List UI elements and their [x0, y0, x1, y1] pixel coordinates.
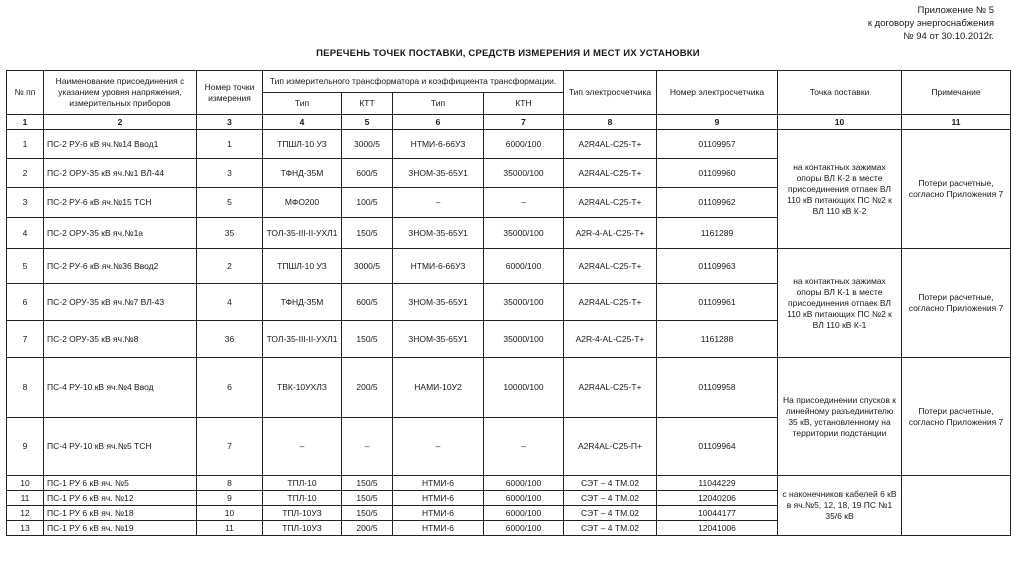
cell-num: 13: [7, 521, 44, 536]
cell-meter-type: А2R-4-AL-C25-T+: [564, 218, 657, 249]
cell-meter-num: 10044177: [657, 506, 778, 521]
cell-ktt: 150/5: [342, 491, 393, 506]
cell-point: 10: [197, 506, 263, 521]
cell-num: 6: [7, 284, 44, 321]
cell-tn-type: ЗНОМ-35-65У1: [393, 159, 484, 188]
cell-meter-num: 12041006: [657, 521, 778, 536]
cell-note: [902, 476, 1011, 536]
document-header: [868, 4, 994, 43]
cell-meter-num: 1161289: [657, 218, 778, 249]
cell-ktn: –: [484, 418, 564, 476]
cell-ktt: 150/5: [342, 321, 393, 358]
cell-tt-type: ТВК-10УХЛЗ: [263, 358, 342, 418]
cell-tt-type: ТПЛ-10УЗ: [263, 521, 342, 536]
col-number: 7: [484, 115, 564, 130]
cell-num: 2: [7, 159, 44, 188]
cell-meter-num: 01109964: [657, 418, 778, 476]
cell-tn-type: НТМИ-6: [393, 491, 484, 506]
cell-point: 8: [197, 476, 263, 491]
cell-ktn: 10000/100: [484, 358, 564, 418]
cell-note: Потери расчетные, согласно Приложения 7: [902, 249, 1011, 358]
cell-tt-type: ТПЛ-10УЗ: [263, 506, 342, 521]
col-number: 9: [657, 115, 778, 130]
cell-tn-type: НТМИ-6-66УЗ: [393, 249, 484, 284]
cell-ktn: 35000/100: [484, 159, 564, 188]
cell-note: Потери расчетные, согласно Приложения 7: [902, 130, 1011, 249]
cell-ktn: 6000/100: [484, 491, 564, 506]
cell-meter-type: СЭТ – 4 ТМ.02: [564, 491, 657, 506]
cell-num: 7: [7, 321, 44, 358]
cell-meter-num: 1161288: [657, 321, 778, 358]
cell-ktn: 6000/100: [484, 476, 564, 491]
cell-name: ПС-2 ОРУ-35 кВ яч.№1 ВЛ-44: [44, 159, 197, 188]
cell-delivery: На присоединении спусков к линейному разъединителю 35 кВ, установленному на территории подстанции: [778, 358, 902, 476]
col-number: 4: [263, 115, 342, 130]
cell-meter-type: А2R4AL-C25-П+: [564, 418, 657, 476]
cell-tn-type: НАМИ-10У2: [393, 358, 484, 418]
cell-num: 4: [7, 218, 44, 249]
cell-meter-num: 01109960: [657, 159, 778, 188]
cell-ktt: 200/5: [342, 521, 393, 536]
cell-ktn: 6000/100: [484, 249, 564, 284]
col-header-name: Наименование присоединения с указанием уровня напряжения, измерительных приборов: [44, 71, 197, 115]
cell-point: 3: [197, 159, 263, 188]
table-row: [7, 249, 1011, 284]
cell-ktn: 35000/100: [484, 284, 564, 321]
cell-point: 1: [197, 130, 263, 159]
col-header-ktn: КТН: [484, 93, 564, 115]
cell-meter-type: А2R4AL-C25-T+: [564, 284, 657, 321]
cell-tn-type: НТМИ-6: [393, 521, 484, 536]
cell-tt-type: ТФНД-35М: [263, 159, 342, 188]
col-number: 8: [564, 115, 657, 130]
table-row: [7, 130, 1011, 159]
cell-tt-type: ТОЛ-35-III-II-УХЛ1: [263, 321, 342, 358]
cell-name: ПС-2 РУ-6 кВ яч.№15 ТСН: [44, 188, 197, 218]
cell-num: 10: [7, 476, 44, 491]
col-number: 1: [7, 115, 44, 130]
cell-tn-type: –: [393, 188, 484, 218]
contract-label: к договору энергоснабжения: [867, 18, 994, 29]
cell-point: 2: [197, 249, 263, 284]
cell-name: ПС-1 РУ 6 кВ яч. №5: [44, 476, 197, 491]
cell-ktn: 6000/100: [484, 130, 564, 159]
col-header-tn-type: Тип: [393, 93, 484, 115]
cell-name: ПС-1 РУ 6 кВ яч. №19: [44, 521, 197, 536]
cell-meter-num: 01109962: [657, 188, 778, 218]
cell-meter-type: А2R4AL-C25-T+: [564, 130, 657, 159]
cell-name: ПС-2 РУ-6 кВ яч.№14 Ввод1: [44, 130, 197, 159]
cell-tn-type: ЗНОМ-35-65У1: [393, 218, 484, 249]
col-number: 2: [44, 115, 197, 130]
cell-ktt: 600/5: [342, 159, 393, 188]
cell-name: ПС-4 РУ-10 кВ яч.№5 ТСН: [44, 418, 197, 476]
col-header-tt-type: Тип: [263, 93, 342, 115]
cell-point: 6: [197, 358, 263, 418]
col-number: 5: [342, 115, 393, 130]
col-header-note: Примечание: [902, 71, 1011, 115]
cell-ktn: 35000/100: [484, 321, 564, 358]
cell-ktt: 600/5: [342, 284, 393, 321]
cell-meter-type: А2R4AL-C25-T+: [564, 249, 657, 284]
cell-tt-type: ТПЛ-10: [263, 476, 342, 491]
cell-tn-type: НТМИ-6: [393, 476, 484, 491]
page-title: ПЕРЕЧЕНЬ ТОЧЕК ПОСТАВКИ, СРЕДСТВ ИЗМЕРЕНИЯ И МЕСТ ИХ УСТАНОВКИ: [316, 48, 700, 59]
cell-meter-num: 01109958: [657, 358, 778, 418]
cell-num: 12: [7, 506, 44, 521]
table-row: [7, 476, 1011, 491]
cell-ktt: 3000/5: [342, 130, 393, 159]
col-number: 11: [902, 115, 1011, 130]
column-numbers-row: [7, 115, 1011, 130]
col-header-num: № пп: [7, 71, 44, 115]
col-number: 10: [778, 115, 902, 130]
cell-point: 7: [197, 418, 263, 476]
col-number: 3: [197, 115, 263, 130]
cell-num: 3: [7, 188, 44, 218]
cell-ktt: 200/5: [342, 358, 393, 418]
cell-ktt: –: [342, 418, 393, 476]
cell-name: ПС-2 ОРУ-35 кВ яч.№8: [44, 321, 197, 358]
cell-num: 11: [7, 491, 44, 506]
appendix-label: Приложение № 5: [917, 5, 994, 16]
cell-name: ПС-2 ОРУ-35 кВ яч.№7 ВЛ-43: [44, 284, 197, 321]
col-header-point-num: Номер точки измерения: [197, 71, 263, 115]
cell-point: 36: [197, 321, 263, 358]
cell-tn-type: –: [393, 418, 484, 476]
col-header-transformer-group: Тип измерительного трансформатора и коэффициента трансформации.: [263, 71, 564, 93]
cell-tn-type: НТМИ-6-66УЗ: [393, 130, 484, 159]
cell-tt-type: МФО200: [263, 188, 342, 218]
cell-ktt: 150/5: [342, 218, 393, 249]
cell-meter-type: А2R4AL-C25-T+: [564, 188, 657, 218]
cell-meter-num: 01109961: [657, 284, 778, 321]
cell-tn-type: ЗНОМ-35-65У1: [393, 321, 484, 358]
cell-ktt: 150/5: [342, 506, 393, 521]
cell-ktt: 3000/5: [342, 249, 393, 284]
cell-meter-type: СЭТ – 4 ТМ.02: [564, 521, 657, 536]
cell-ktn: 6000/100: [484, 506, 564, 521]
cell-point: 35: [197, 218, 263, 249]
cell-tn-type: ЗНОМ-35-65У1: [393, 284, 484, 321]
cell-tt-type: ТПШЛ-10 УЗ: [263, 130, 342, 159]
cell-meter-type: А2R-4-AL-C25-T+: [564, 321, 657, 358]
cell-tt-type: –: [263, 418, 342, 476]
cell-point: 11: [197, 521, 263, 536]
cell-delivery: с наконечников кабелей 6 кВ в яч.№5, 12, 18, 19 ПС №1 35/6 кВ: [778, 476, 902, 536]
cell-tt-type: ТПШЛ-10 УЗ: [263, 249, 342, 284]
cell-name: ПС-2 РУ-6 кВ яч.№36 Ввод2: [44, 249, 197, 284]
cell-point: 9: [197, 491, 263, 506]
cell-tn-type: НТМИ-6: [393, 506, 484, 521]
cell-point: 4: [197, 284, 263, 321]
cell-tt-type: ТПЛ-10: [263, 491, 342, 506]
cell-num: 1: [7, 130, 44, 159]
contract-number: № 94 от 30.10.2012г.: [903, 31, 994, 42]
cell-meter-type: А2R4AL-C25-T+: [564, 159, 657, 188]
delivery-points-table: [6, 70, 1011, 536]
cell-meter-type: СЭТ – 4 ТМ.02: [564, 476, 657, 491]
cell-meter-num: 01109963: [657, 249, 778, 284]
cell-ktt: 150/5: [342, 476, 393, 491]
cell-num: 8: [7, 358, 44, 418]
cell-num: 5: [7, 249, 44, 284]
cell-note: Потери расчетные, согласно Приложения 7: [902, 358, 1011, 476]
cell-delivery: на контактных зажимах опоры ВЛ К-1 в месте присоединения отпаек ВЛ 110 кВ питающих ПС №2 к ВЛ 110 кВ К-1: [778, 249, 902, 358]
cell-tt-type: ТФНД-35М: [263, 284, 342, 321]
cell-meter-type: А2R4AL-C25-T+: [564, 358, 657, 418]
table-row: [7, 358, 1011, 418]
col-header-delivery: Точка поставки: [778, 71, 902, 115]
cell-tt-type: ТОЛ-35-III-II-УХЛ1: [263, 218, 342, 249]
cell-meter-num: 12040206: [657, 491, 778, 506]
cell-ktt: 100/5: [342, 188, 393, 218]
cell-delivery: на контактных зажимах опоры ВЛ К-2 в месте присоединения отпаек ВЛ 110 кВ питающих ПС №2 к ВЛ 110 кВ К-2: [778, 130, 902, 249]
col-header-ktt: КТТ: [342, 93, 393, 115]
cell-name: ПС-4 РУ-10 кВ яч.№4 Ввод: [44, 358, 197, 418]
col-number: 6: [393, 115, 484, 130]
cell-num: 9: [7, 418, 44, 476]
col-header-meter-num: Номер электросчетчика: [657, 71, 778, 115]
cell-meter-num: 11044229: [657, 476, 778, 491]
cell-name: ПС-2 ОРУ-35 кВ яч.№1а: [44, 218, 197, 249]
cell-meter-type: СЭТ – 4 ТМ.02: [564, 506, 657, 521]
cell-ktn: 6000/100: [484, 521, 564, 536]
cell-ktn: 35000/100: [484, 218, 564, 249]
cell-meter-num: 01109957: [657, 130, 778, 159]
cell-point: 5: [197, 188, 263, 218]
cell-name: ПС-1 РУ 6 кВ яч. №12: [44, 491, 197, 506]
cell-ktn: –: [484, 188, 564, 218]
col-header-meter-type: Тип электросчетчика: [564, 71, 657, 115]
cell-name: ПС-1 РУ 6 кВ яч. №18: [44, 506, 197, 521]
